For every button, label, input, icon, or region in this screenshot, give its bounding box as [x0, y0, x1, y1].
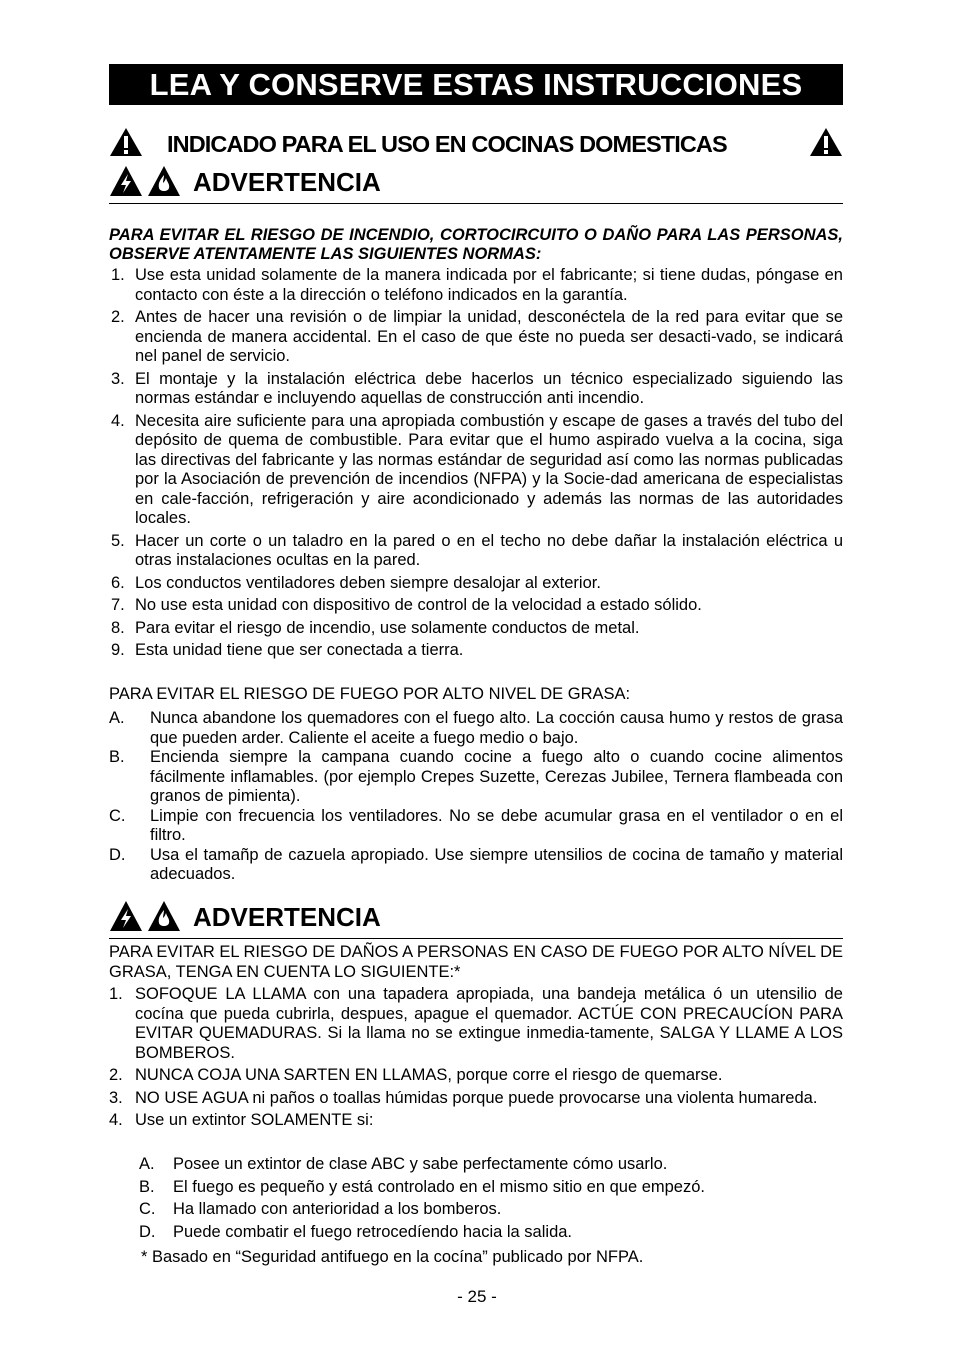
list-item: 7. No use esta unidad con dispositivo de control de la velocidad a estado sólido. — [111, 596, 702, 614]
warning-triangle-icon — [809, 127, 843, 157]
list-item: C. Limpie con frecuencia los ventiladores. No se debe acumular grasa en el ventilador o en el filtro. — [109, 806, 843, 844]
list-item: 1. SOFOQUE LA LLAMA con una tapadera apropiada, una bandeja metálica ó un utensilio de cocína que pueda cubrirla, despues, apague el quemador. ACTÚE CON PRECAUCÍON PARA EVITAR QUEMADURAS. Si la llama no se extingue inmedia-tamente, SALGA Y LLAME A LOS BOMBEROS. — [109, 985, 843, 1062]
grease-fire-heading: PARA EVITAR EL RIESGO DE FUEGO POR ALTO NIVEL DE GRASA: — [109, 685, 631, 703]
list-item: C. Ha llamado con anterioridad a los bomberos. — [139, 1200, 502, 1218]
grease-fire-list — [109, 709, 843, 885]
list-item: 2. Antes de hacer una revisión o de limpiar la unidad, desconéctela de la red para evitar que se encienda de manera accidental. En el caso de que éste no pueda ser desacti-vado, se indicará nel panel de servicio. — [111, 308, 843, 365]
list-item: 1. Use esta unidad solamente de la manera indicada por el fabricante; si tiene dudas, póngase en contacto con éste a la dirección o teléfono indicados en la garantía. — [111, 266, 843, 304]
list-item: 2. NUNCA COJA UNA SARTEN EN LLAMAS, porque corre el riesgo de quemarse. — [109, 1066, 723, 1084]
footnote: * Basado en “Seguridad antifuego en la cocína” publicado por NFPA. — [141, 1248, 644, 1266]
list-item: 3. NO USE AGUA ni paños o toallas húmidas porque puede provocarse una violenta humareda. — [109, 1088, 818, 1107]
warning-title: ADVERTENCIA — [193, 902, 381, 932]
warning-intro: PARA EVITAR EL RIESGO DE DAÑOS A PERSONAS EN CASO DE FUEGO POR ALTO NÍVEL DE GRASA, TENGA EN CUENTA LO SIGUIENTE:* — [109, 943, 843, 981]
warning-header-2 — [109, 900, 843, 939]
list-item: 4. Use un extintor SOLAMENTE si: — [109, 1111, 374, 1129]
warning-title: ADVERTENCIA — [193, 167, 381, 197]
fire-response-list — [109, 985, 843, 1131]
list-item: 5. Hacer un corte o un taladro en la pared o en el techo no debe dañar la instalación eléctrica u otras instalaciones ocultas en la pared. — [111, 531, 843, 569]
extinguisher-conditions-list — [109, 1155, 843, 1242]
list-item: A. Nunca abandone los quemadores con el fuego alto. La cocción causa humo y restos de grasa que pueden arder. Caliente el aceite a fuego medio o bajo. — [109, 709, 843, 747]
warning-intro: PARA EVITAR EL RIESGO DE INCENDIO, CORTOCIRCUITO O DAÑO PARA LAS PERSONAS, OBSERVE ATENTAMENTE LAS SIGUIENTES NORMAS: — [109, 226, 843, 263]
list-item: 4. Necesita aire suficiente para una apropiada combustión y escape de gases a través del tubo del depósito de quema de combustible. Para evitar que el humo aspirado vuelva a la cocina, siga las directivas del fabricante y las normas estándar de seguridad así como las normas publicadas por la Asociación de prevención de incendios (NFPA) y la Socie-dad americana de especialistas en cale-facción, refrigeración y aire acondicionado y además las normas de las autoridades locales. — [111, 411, 843, 527]
list-item: 3. El montaje y la instalación eléctrica debe hacerlos un técnico especializado siguiendo las normas estándar e incluyendo aquellas de construcción anti incendio. — [111, 369, 843, 407]
list-item: 9. Esta unidad tiene que ser conectada a tierra. — [111, 641, 464, 659]
electric-shock-warning-icon — [109, 900, 143, 932]
domestic-use-heading — [109, 125, 843, 165]
list-item: D. Puede combatir el fuego retrocedíendo hacia la salida. — [139, 1222, 573, 1241]
list-item: 8. Para evitar el riesgo de incendio, use solamente conductos de metal. — [111, 618, 640, 637]
list-item: D. Usa el tamañp de cazuela apropiado. Use siempre utensilios de cocina de tamaño y material adecuados. — [109, 845, 843, 883]
warning-header-1 — [109, 165, 843, 204]
page-banner: LEA Y CONSERVE ESTAS INSTRUCCIONES — [109, 64, 843, 105]
safety-rules-list — [109, 266, 843, 661]
electric-shock-warning-icon — [109, 165, 143, 197]
list-item: 6. Los conductos ventiladores deben siempre desalojar al exterior. — [111, 573, 601, 592]
list-item: B. El fuego es pequeño y está controlado en el mismo sitio en que empezó. — [139, 1177, 705, 1196]
page-number: - 25 - — [457, 1287, 497, 1306]
fire-warning-icon — [147, 165, 181, 197]
list-item: B. Encienda siempre la campana cuando cocine a fuego alto o cuando cocine alimentos fácilmente inflamables. (por ejemplo Crepes Suzette, Cerezas Jubilee, Ternera flambeada con granos de pimienta). — [109, 748, 843, 805]
list-item: A. Posee un extintor de clase ABC y sabe perfectamente cómo usarlo. — [139, 1155, 668, 1173]
fire-warning-icon — [147, 900, 181, 932]
warning-triangle-icon — [109, 127, 143, 157]
domestic-use-title: INDICADO PARA EL USO EN COCINAS DOMESTICAS — [167, 131, 727, 157]
